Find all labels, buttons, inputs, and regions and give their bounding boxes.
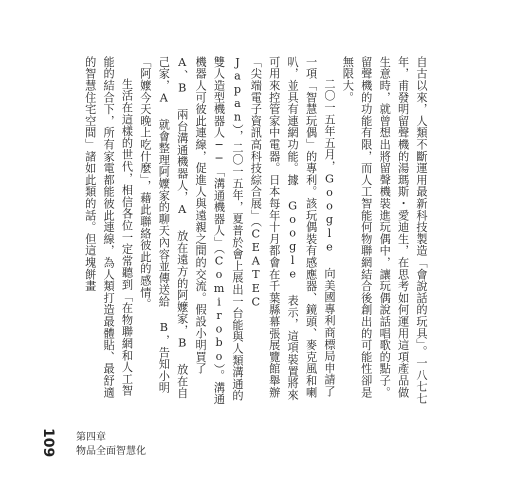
body-text bbox=[72, 56, 430, 408]
chapter-title: 物品全面智慧化 bbox=[76, 446, 146, 457]
paragraph: 自古以來，人類不斷運用最新科技製造「會說話的玩具」。一八七七年，甫發明留聲機的湯瑪斯・愛迪生，在思考如何運用這項產品做生意時，就曾想出將留聲機裝進玩偶中，讓玩偶說話唱歌的點子。留聲機的功能有限，而人工智能何物聯網結合後創出的可能性卻是無限大。 bbox=[341, 56, 428, 405]
paragraph: 生活在這樣的世代，相信各位一定常聽到「在物聯網和人工智能的結合下，所有家電都能彼此連線，為人類打造最體貼、最舒適的智慧住宅空間」諸如此類的話。但這塊餅畫 bbox=[83, 56, 134, 399]
paragraph: 二〇一五年五月，Google 向美國專利商標局申請了一項「智慧玩偶」的專利。該玩偶裝有感應器、鏡頭、麥克風和喇叭，並具有連網功能。據 Google 表示，這項裝置將來可用來控管家中電器。日本每年十月都會在千葉縣幕張展覽館舉辦「尖端電子資訊高科技綜合展」（CEATEC Japan），二〇一五年，夏普於會上展出一台能與人類溝通的雙人造型機器人──「溝通機器人」（Comirobo）。溝通機器人可彼此連線，促進人與遠親之間的交流。假設小明買了 A、B 兩台溝通機器人，A 放在遠方的阿嬤家，B 放在自己家，A 就會整理阿嬤家的聊天內容並傳送給 B，告知小明「阿嬤今天晚上吃什麼」，藉此聯絡彼此的感情。 bbox=[138, 56, 336, 405]
page-number: 109 bbox=[40, 428, 56, 458]
chapter-label: 第四章 bbox=[76, 432, 106, 443]
page-footer bbox=[28, 428, 148, 488]
